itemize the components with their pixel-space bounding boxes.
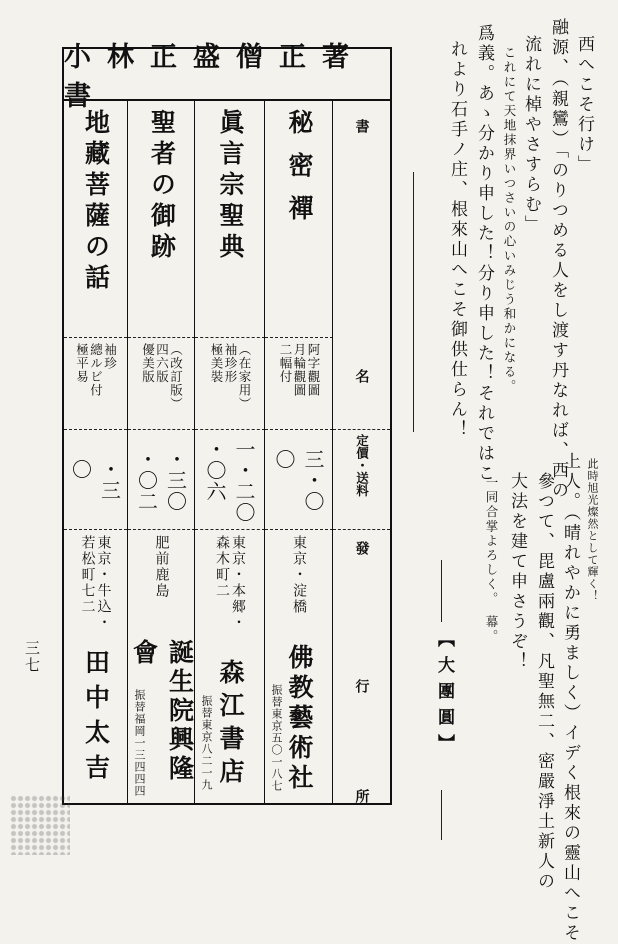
publisher-name: 佛教藝術社 <box>285 644 314 794</box>
script-lower-line-2: 參つて、毘盧兩觀、凡聖無二、密嚴淨土新人の <box>534 472 554 892</box>
book-note: 阿字觀圖 月輪觀圖 二幅付 <box>278 343 321 397</box>
stage-direction: 此時旭光燦然として輝く！ <box>586 458 599 602</box>
book-title: 秘密禪 <box>285 109 314 238</box>
publisher-name: 田中太吉 <box>81 649 111 789</box>
account-number: 振替東京八二一九 <box>200 695 213 791</box>
script-line-4: これにて天地抹界いつさいの心いみじう和かになる。 <box>502 46 517 394</box>
header-place: 所 <box>353 789 370 805</box>
row-divider <box>64 529 127 530</box>
closing-rule-bottom <box>441 790 442 840</box>
script-line-1: 西へこそ行け」 <box>574 35 594 175</box>
script-line-2: 融源、（親鸞）「のりつめる人をし渡す丹なれば、西の <box>548 18 568 501</box>
account-number: 振替東京五〇一八七 <box>270 684 283 792</box>
publisher-place: 肥前鹿島 <box>153 535 170 599</box>
ad-grid <box>64 99 390 803</box>
closing-mark: 【大團圓】 <box>434 630 454 760</box>
publisher-name: 誕生院興隆會 <box>129 639 195 784</box>
book-title: 地藏菩薩の話 <box>81 109 111 295</box>
book-note: （在家用） 袖珍形 極美裝 <box>209 343 252 411</box>
row-divider <box>195 429 265 430</box>
script-lower-line-3: 大法を建て申さうぞ！ <box>507 472 527 672</box>
book-column-4 <box>64 99 127 803</box>
book-price: ・三〇 ・〇二 <box>134 449 188 512</box>
row-divider <box>333 529 390 530</box>
book-column-3 <box>127 99 195 803</box>
book-column-2 <box>194 99 265 803</box>
script-lower-line-1: 上人。（晴れやかに勇ましく）イデく根來の靈山へこそ <box>560 452 580 944</box>
book-note: （改訂版） 四六版 優美版 <box>140 343 184 411</box>
row-divider <box>333 429 390 430</box>
book-title: 聖者の御跡 <box>147 109 177 264</box>
row-divider <box>128 337 195 338</box>
row-divider <box>128 529 195 530</box>
book-title: 眞言宗聖典 <box>216 109 245 264</box>
script-line-6: れより石手ノ庄、根來山へこそ御供仕らん！ <box>447 40 467 440</box>
book-price: ・三〇 <box>68 459 122 501</box>
row-divider <box>195 529 265 530</box>
book-column-1 <box>264 99 333 803</box>
paper-stain <box>10 795 70 855</box>
row-divider <box>64 337 127 338</box>
publisher-place: 東京・淀橋 <box>291 535 307 615</box>
row-divider <box>195 337 265 338</box>
row-divider <box>128 429 195 430</box>
publisher-name: 森江書店 <box>216 659 245 791</box>
closing-rule-top <box>441 560 442 622</box>
publisher-place: 東京・本郷・ 森木町二 <box>214 535 246 631</box>
page-number: 三七 <box>23 640 41 674</box>
divider-rule <box>413 172 414 432</box>
script-line-3: 流れに棹やさすらむ」 <box>521 35 541 235</box>
header-book: 書 <box>353 119 370 135</box>
book-note: 袖珍 總ルビ付 極平易 <box>74 343 118 397</box>
publisher-place: 東京・牛込・ 若松町七二 <box>79 535 112 631</box>
header-name: 名 <box>353 369 370 385</box>
header-publisher: 發 <box>353 541 370 557</box>
header-row: 行 <box>353 679 370 695</box>
script-lower-line-4: 一同合掌よろしく。 幕。 <box>484 476 499 644</box>
book-price: 一・二〇 ・〇六 <box>203 439 256 523</box>
header-column <box>332 99 390 803</box>
ad-title: 小林正盛僧正著書 <box>64 49 390 101</box>
row-divider <box>265 337 333 338</box>
row-divider <box>265 429 333 430</box>
row-divider <box>265 529 333 530</box>
book-price: 三・〇〇 <box>272 449 325 512</box>
header-price: 定價・送料 <box>354 434 370 497</box>
row-divider <box>64 429 127 430</box>
script-line-5: 爲義。あゝ分かり申した！分り申した！それではこ <box>474 24 494 484</box>
account-number: 振替福岡一三四四四 <box>133 689 146 797</box>
book-advertisement <box>62 42 392 805</box>
